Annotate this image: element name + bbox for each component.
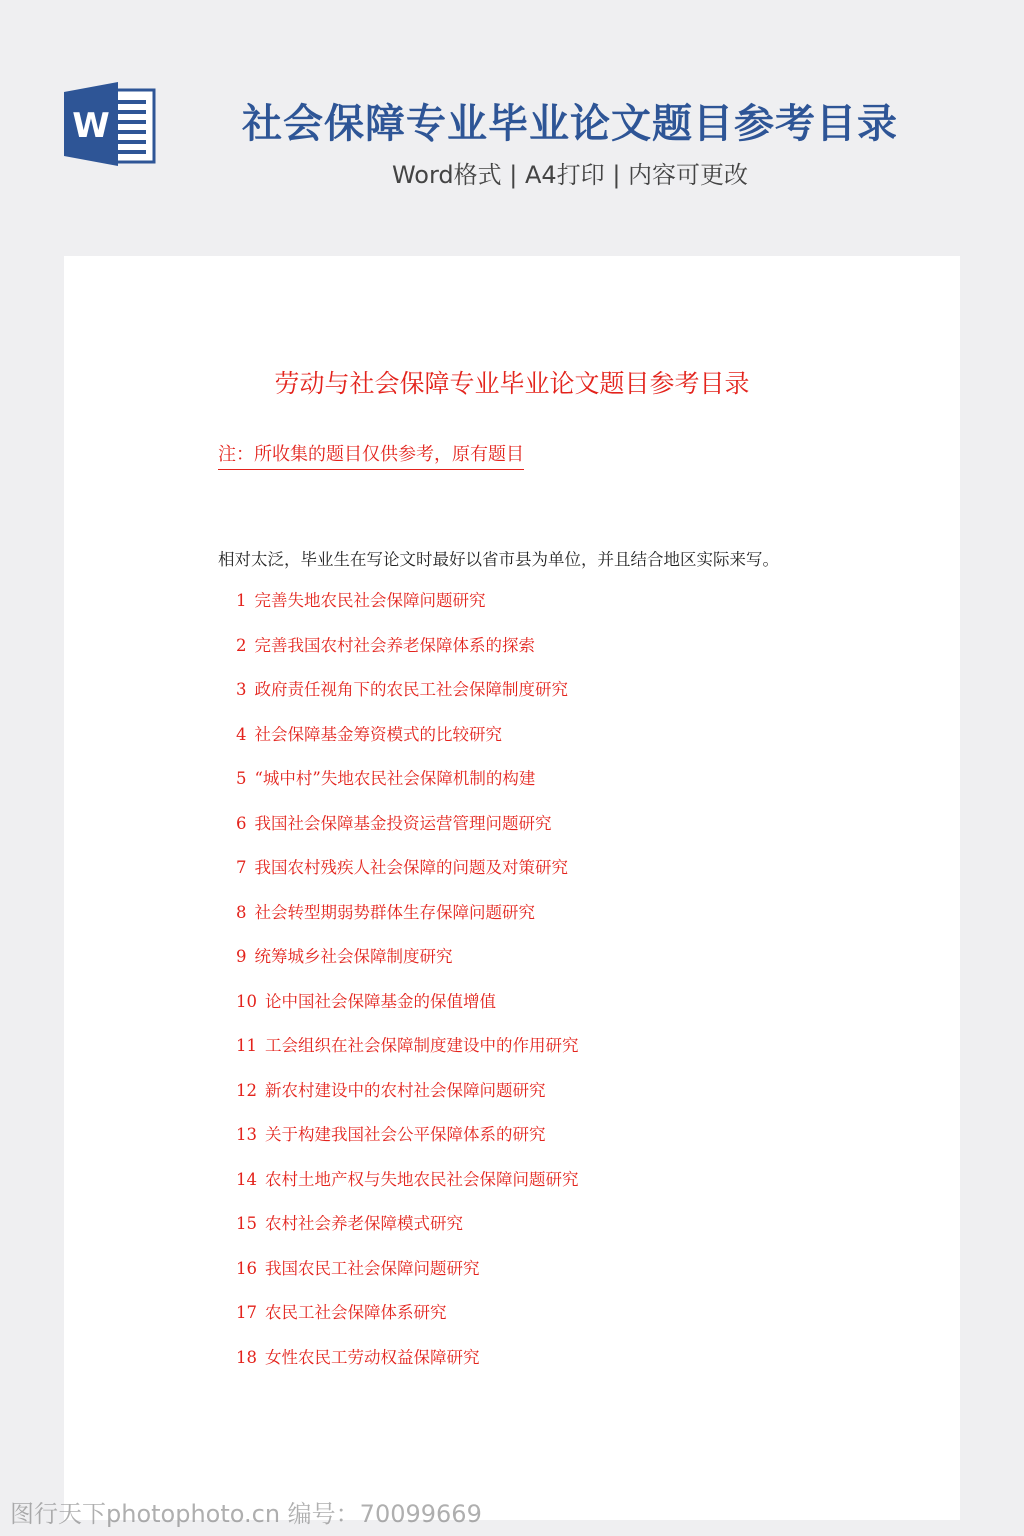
topic-item [236,1035,579,1080]
document-page [64,256,960,1520]
topic-number: 16 [236,1258,257,1278]
topic-item [236,946,579,991]
topic-item [236,724,579,769]
topic-item [236,1213,579,1258]
word-icon-letter: W [72,106,110,146]
topic-number: 5 [236,769,247,788]
topic-text: 完善我国农村社会养老保障体系的探索 [254,635,535,655]
document-title: 劳动与社会保障专业毕业论文题目参考目录 [274,369,750,398]
topic-text: 我国社会保障基金投资运营管理问题研究 [254,813,552,833]
topic-number: 4 [236,724,247,744]
topic-item [236,1347,579,1392]
topic-text: 新农村建设中的农村社会保障问题研究 [265,1080,546,1100]
topic-text: 关于构建我国社会公平保障体系的研究 [265,1125,546,1144]
topic-item [236,857,579,902]
document-intro: 相对太泛，毕业生在写论文时最好以省市县为单位，并且结合地区实际来写。 [218,550,779,569]
topic-number: 17 [236,1303,257,1322]
topic-number: 2 [236,635,247,655]
topic-text: 我国农民工社会保障问题研究 [265,1258,480,1278]
topic-number: 9 [236,947,247,966]
topic-text: 农村土地产权与失地农民社会保障问题研究 [265,1169,579,1189]
topic-item [236,1302,579,1347]
topic-number: 18 [236,1347,257,1367]
topic-number: 11 [236,1036,257,1055]
topic-number: 3 [236,680,247,699]
topic-item [236,1169,579,1214]
topic-text: 政府责任视角下的农民工社会保障制度研究 [254,680,568,699]
topic-item [236,1124,579,1169]
topic-number: 8 [236,902,247,922]
watermark: 图行天下photophoto.cn 编号：70099669 [10,1500,482,1528]
document-note: 注：所收集的题目仅供参考，原有题目 [218,440,524,470]
topic-item [236,635,579,680]
topic-text: 农民工社会保障体系研究 [265,1303,447,1322]
topic-text: 我国农村残疾人社会保障的问题及对策研究 [254,858,568,877]
page-subtitle: Word格式 | A4打印 | 内容可更改 [391,161,749,189]
topic-item [236,1080,579,1125]
word-doc-icon [64,82,156,166]
topic-item [236,813,579,858]
topic-item [236,902,579,947]
topic-text: 社会转型期弱势群体生存保障问题研究 [254,902,535,922]
topic-text: 社会保障基金筹资模式的比较研究 [254,724,502,744]
topic-number: 10 [236,991,257,1011]
topic-item [236,1258,579,1303]
topic-number: 14 [236,1169,257,1189]
topic-number: 7 [236,858,247,877]
page-title: 社会保障专业毕业论文题目参考目录 [242,101,898,147]
topic-text: “城中村”失地农民社会保障机制的构建 [254,769,536,788]
topic-text: 论中国社会保障基金的保值增值 [265,991,496,1011]
topic-text: 女性农民工劳动权益保障研究 [265,1347,480,1367]
topic-text: 工会组织在社会保障制度建设中的作用研究 [265,1036,579,1055]
topic-item [236,590,579,635]
topic-number: 13 [236,1125,257,1144]
topic-item [236,768,579,813]
topic-text: 统筹城乡社会保障制度研究 [254,947,453,966]
topic-item [236,991,579,1036]
topic-item [236,679,579,724]
topic-number: 1 [236,591,247,610]
topic-text: 完善失地农民社会保障问题研究 [254,591,486,610]
topic-number: 12 [236,1080,257,1100]
topic-list [236,590,579,1391]
topic-text: 农村社会养老保障模式研究 [265,1214,463,1233]
topic-number: 15 [236,1214,257,1233]
topic-number: 6 [236,813,247,833]
